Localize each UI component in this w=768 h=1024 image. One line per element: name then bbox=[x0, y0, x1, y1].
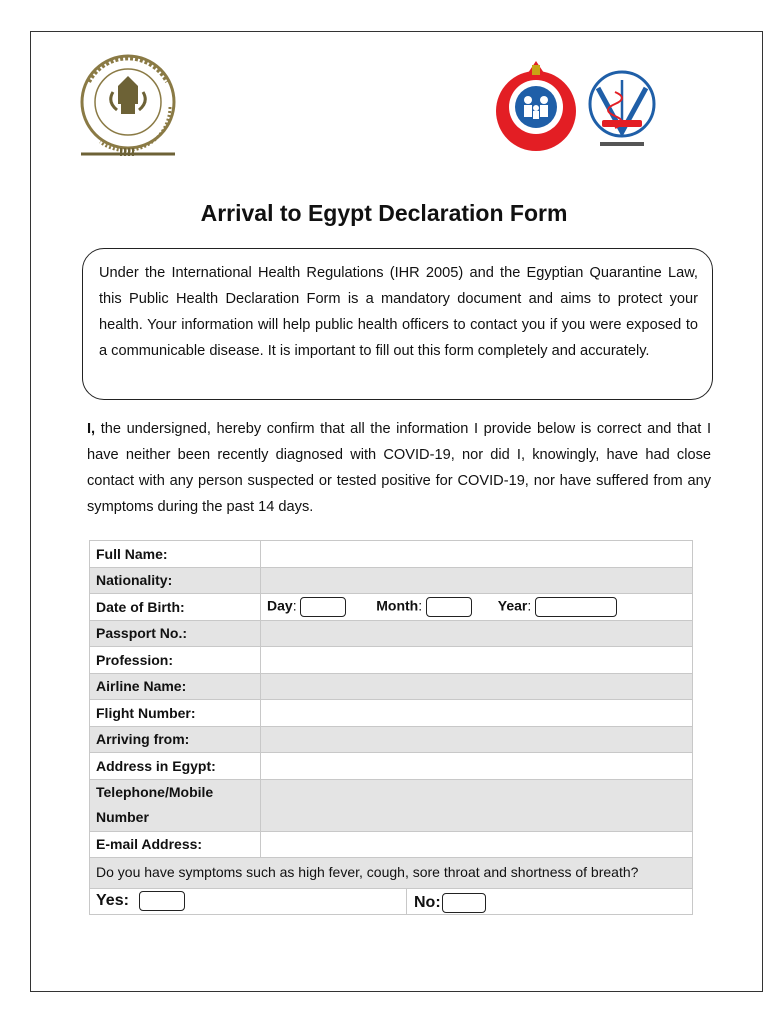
declaration-text bbox=[87, 416, 711, 520]
table-row bbox=[90, 858, 693, 889]
table-row bbox=[90, 726, 693, 753]
flight-number-field[interactable] bbox=[261, 700, 693, 727]
telephone-field[interactable] bbox=[261, 779, 693, 831]
date-of-birth-fields: Day: Month: Year: bbox=[261, 594, 693, 621]
dob-day-box[interactable] bbox=[300, 597, 346, 617]
answer-divider bbox=[406, 889, 407, 915]
notice-box bbox=[82, 248, 713, 400]
yes-label: Yes: bbox=[96, 892, 129, 910]
dob-month-box[interactable] bbox=[426, 597, 472, 617]
flight-number-label: Flight Number: bbox=[90, 700, 261, 727]
declaration-form-table bbox=[89, 540, 693, 915]
declaration-body: the undersigned, hereby confirm that all the information I provide below is correct and that I have neither been recently diagnosed with COVID-19, nor did I, knowingly, have had close contact with any person suspected or tested positive for COVID-19, nor have suffered from any symptoms during the past 14 days. bbox=[87, 421, 711, 515]
ministry-of-health-logo-icon bbox=[492, 55, 580, 155]
no-label: No: bbox=[414, 893, 441, 911]
table-row bbox=[90, 888, 693, 915]
symptoms-question: Do you have symptoms such as high fever, cough, sore throat and shortness of breath? bbox=[90, 858, 693, 889]
table-row bbox=[90, 753, 693, 780]
telephone-label: Telephone/Mobile Number bbox=[90, 779, 261, 831]
table-row bbox=[90, 831, 693, 858]
passport-field[interactable] bbox=[261, 620, 693, 647]
table-row bbox=[90, 647, 693, 674]
yes-checkbox[interactable] bbox=[139, 891, 185, 911]
dob-year-label: Year bbox=[497, 597, 528, 614]
airline-label: Airline Name: bbox=[90, 673, 261, 700]
page-title: Arrival to Egypt Declaration Form bbox=[200, 200, 568, 226]
passport-label: Passport No.: bbox=[90, 620, 261, 647]
notice-text: Under the International Health Regulations (IHR 2005) and the Egyptian Quarantine Law, this Public Health Declaration Form is a mandatory document and aims to protect your health. Your information will help public health officers to contact you if you were exposed to a communicable disease. It is important to fill out this form completely and accurately. bbox=[99, 265, 698, 359]
full-name-label: Full Name: bbox=[90, 541, 261, 568]
arriving-from-field[interactable] bbox=[261, 726, 693, 753]
address-label: Address in Egypt: bbox=[90, 753, 261, 780]
table-row bbox=[90, 541, 693, 568]
dob-day-label: Day bbox=[267, 597, 293, 614]
ministry-of-tourism-seal-icon bbox=[75, 52, 181, 158]
nationality-label: Nationality: bbox=[90, 567, 261, 594]
table-row bbox=[90, 594, 693, 621]
email-label: E-mail Address: bbox=[90, 831, 261, 858]
arriving-from-label: Arriving from: bbox=[90, 726, 261, 753]
airline-field[interactable] bbox=[261, 673, 693, 700]
profession-label: Profession: bbox=[90, 647, 261, 674]
table-row bbox=[90, 700, 693, 727]
table-row bbox=[90, 779, 693, 831]
dob-year-box[interactable] bbox=[535, 597, 617, 617]
email-field[interactable] bbox=[261, 831, 693, 858]
symptoms-answer-row bbox=[90, 888, 693, 915]
date-of-birth-label: Date of Birth: bbox=[90, 594, 261, 621]
table-row bbox=[90, 620, 693, 647]
address-field[interactable] bbox=[261, 753, 693, 780]
dob-month-label: Month bbox=[376, 597, 419, 614]
table-row bbox=[90, 567, 693, 594]
declaration-lead: I, bbox=[87, 421, 96, 437]
full-name-field[interactable] bbox=[261, 541, 693, 568]
no-checkbox[interactable] bbox=[442, 893, 486, 913]
quarantine-authority-logo-icon bbox=[582, 66, 662, 156]
table-row bbox=[90, 673, 693, 700]
profession-field[interactable] bbox=[261, 647, 693, 674]
nationality-field[interactable] bbox=[261, 567, 693, 594]
